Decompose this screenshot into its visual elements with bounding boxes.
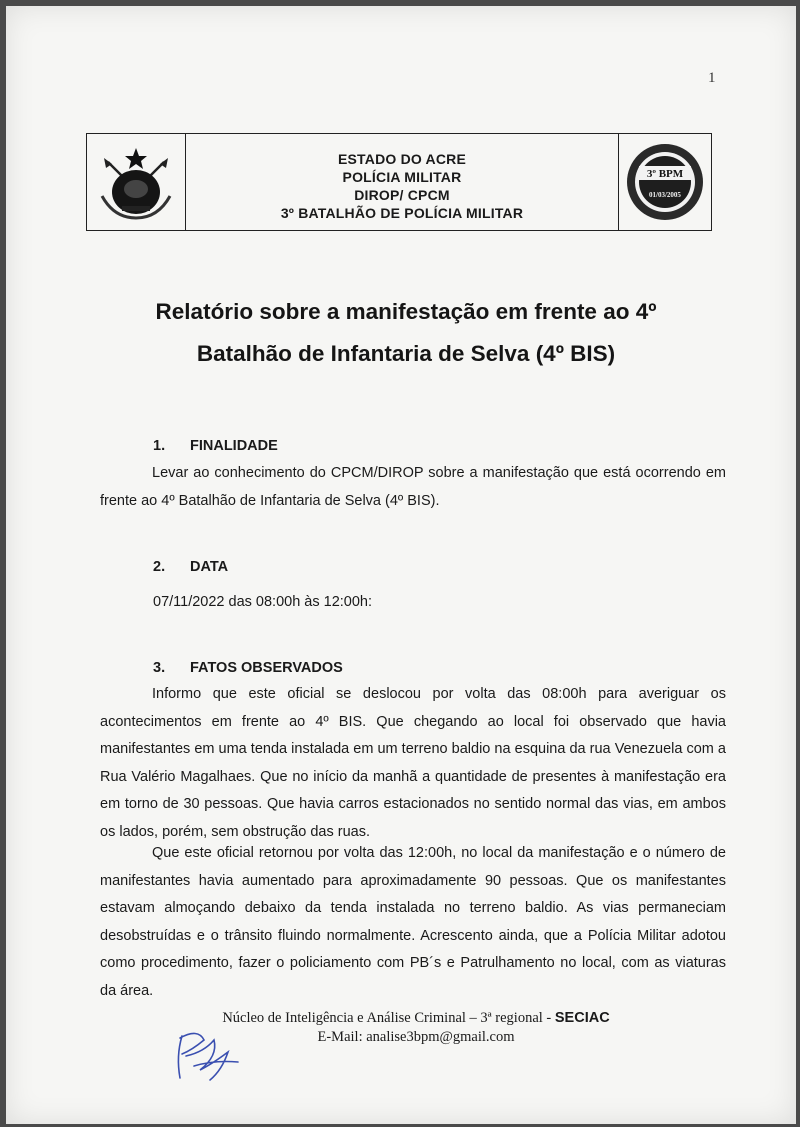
letterhead (86, 133, 712, 231)
section-heading-finalidade (153, 438, 278, 454)
document-page (6, 6, 796, 1124)
title-line-2: Batalhão de Infantaria de Selva (4º BIS) (196, 341, 616, 366)
page-number: 1 (708, 70, 716, 86)
letterhead-text (185, 150, 619, 222)
section-title: FATOS OBSERVADOS (190, 660, 343, 676)
section-title: DATA (190, 559, 229, 575)
header-line-state: ESTADO DO ACRE (337, 151, 467, 167)
seal-date: 01/03/2005 (649, 191, 681, 199)
section-number: 1. (153, 438, 166, 454)
footer (186, 1009, 646, 1047)
letterhead-left-cell (87, 134, 186, 230)
section-heading-fatos (153, 660, 343, 676)
title-line-1: Relatório sobre a manifestação em frente ao 4º (155, 299, 657, 324)
battalion-seal-icon (625, 140, 705, 224)
coat-of-arms-icon (94, 144, 178, 222)
signature (174, 1026, 244, 1086)
data-text: 07/11/2022 das 08:00h às 12:00h: (153, 594, 373, 610)
seal-title: 3º BPM (646, 168, 684, 180)
section-number: 3. (153, 660, 166, 676)
letterhead-right-cell (618, 134, 711, 230)
fatos-paragraph-1: Informo que este oficial se deslocou por volta das 08:00h para averiguar os acontecimentos em frente ao 4º BIS. Que chegando ao local foi observado que havia manifestantes em uma tenda instalada em um terreno baldio na esquina da rua Venezuela com a Rua Valério Magalhaes. Que no início da manhã a quantidade de presentes à manifestação era em torno de 30 pessoas. Que havia carros estacionados no sentido normal das vias, em ambos os lados, porém, sem obstrução das ruas. (100, 686, 726, 840)
header-line-police: POLÍCIA MILITAR (342, 169, 462, 185)
footer-line-1: Núcleo de Inteligência e Análise Criminal – 3ª regional - SECIAC (222, 1010, 610, 1026)
footer-org: SECIAC (554, 1010, 610, 1026)
footer-email: E-Mail: analise3bpm@gmail.com (317, 1029, 515, 1045)
section-title: FINALIDADE (190, 438, 278, 454)
fatos-paragraph-2: Que este oficial retornou por volta das 12:00h, no local da manifestação e o número de manifestantes havia aumentado para aproximadamente 90 pessoas. Que os manifestantes estavam almoçando debaixo da tenda instalada no terreno baldio. As vias permaneciam desobstruídas e o trânsito fluindo normalmente. Acrescento ainda, que a Polícia Militar adotou como procedimento, fazer o policiamento com PB´s e Patrulhamento no local, com as viaturas da área. (100, 845, 726, 999)
report-title (86, 291, 726, 375)
section-number: 2. (153, 559, 166, 575)
header-line-battalion: 3º BATALHÃO DE POLÍCIA MILITAR (280, 205, 524, 221)
header-line-dirop: DIROP/ CPCM (354, 187, 450, 203)
section-heading-data (153, 559, 228, 575)
finalidade-paragraph: Levar ao conhecimento do CPCM/DIROP sobre a manifestação que está ocorrendo em frente ao 4º Batalhão de Infantaria de Selva (4º BIS). (100, 465, 726, 509)
